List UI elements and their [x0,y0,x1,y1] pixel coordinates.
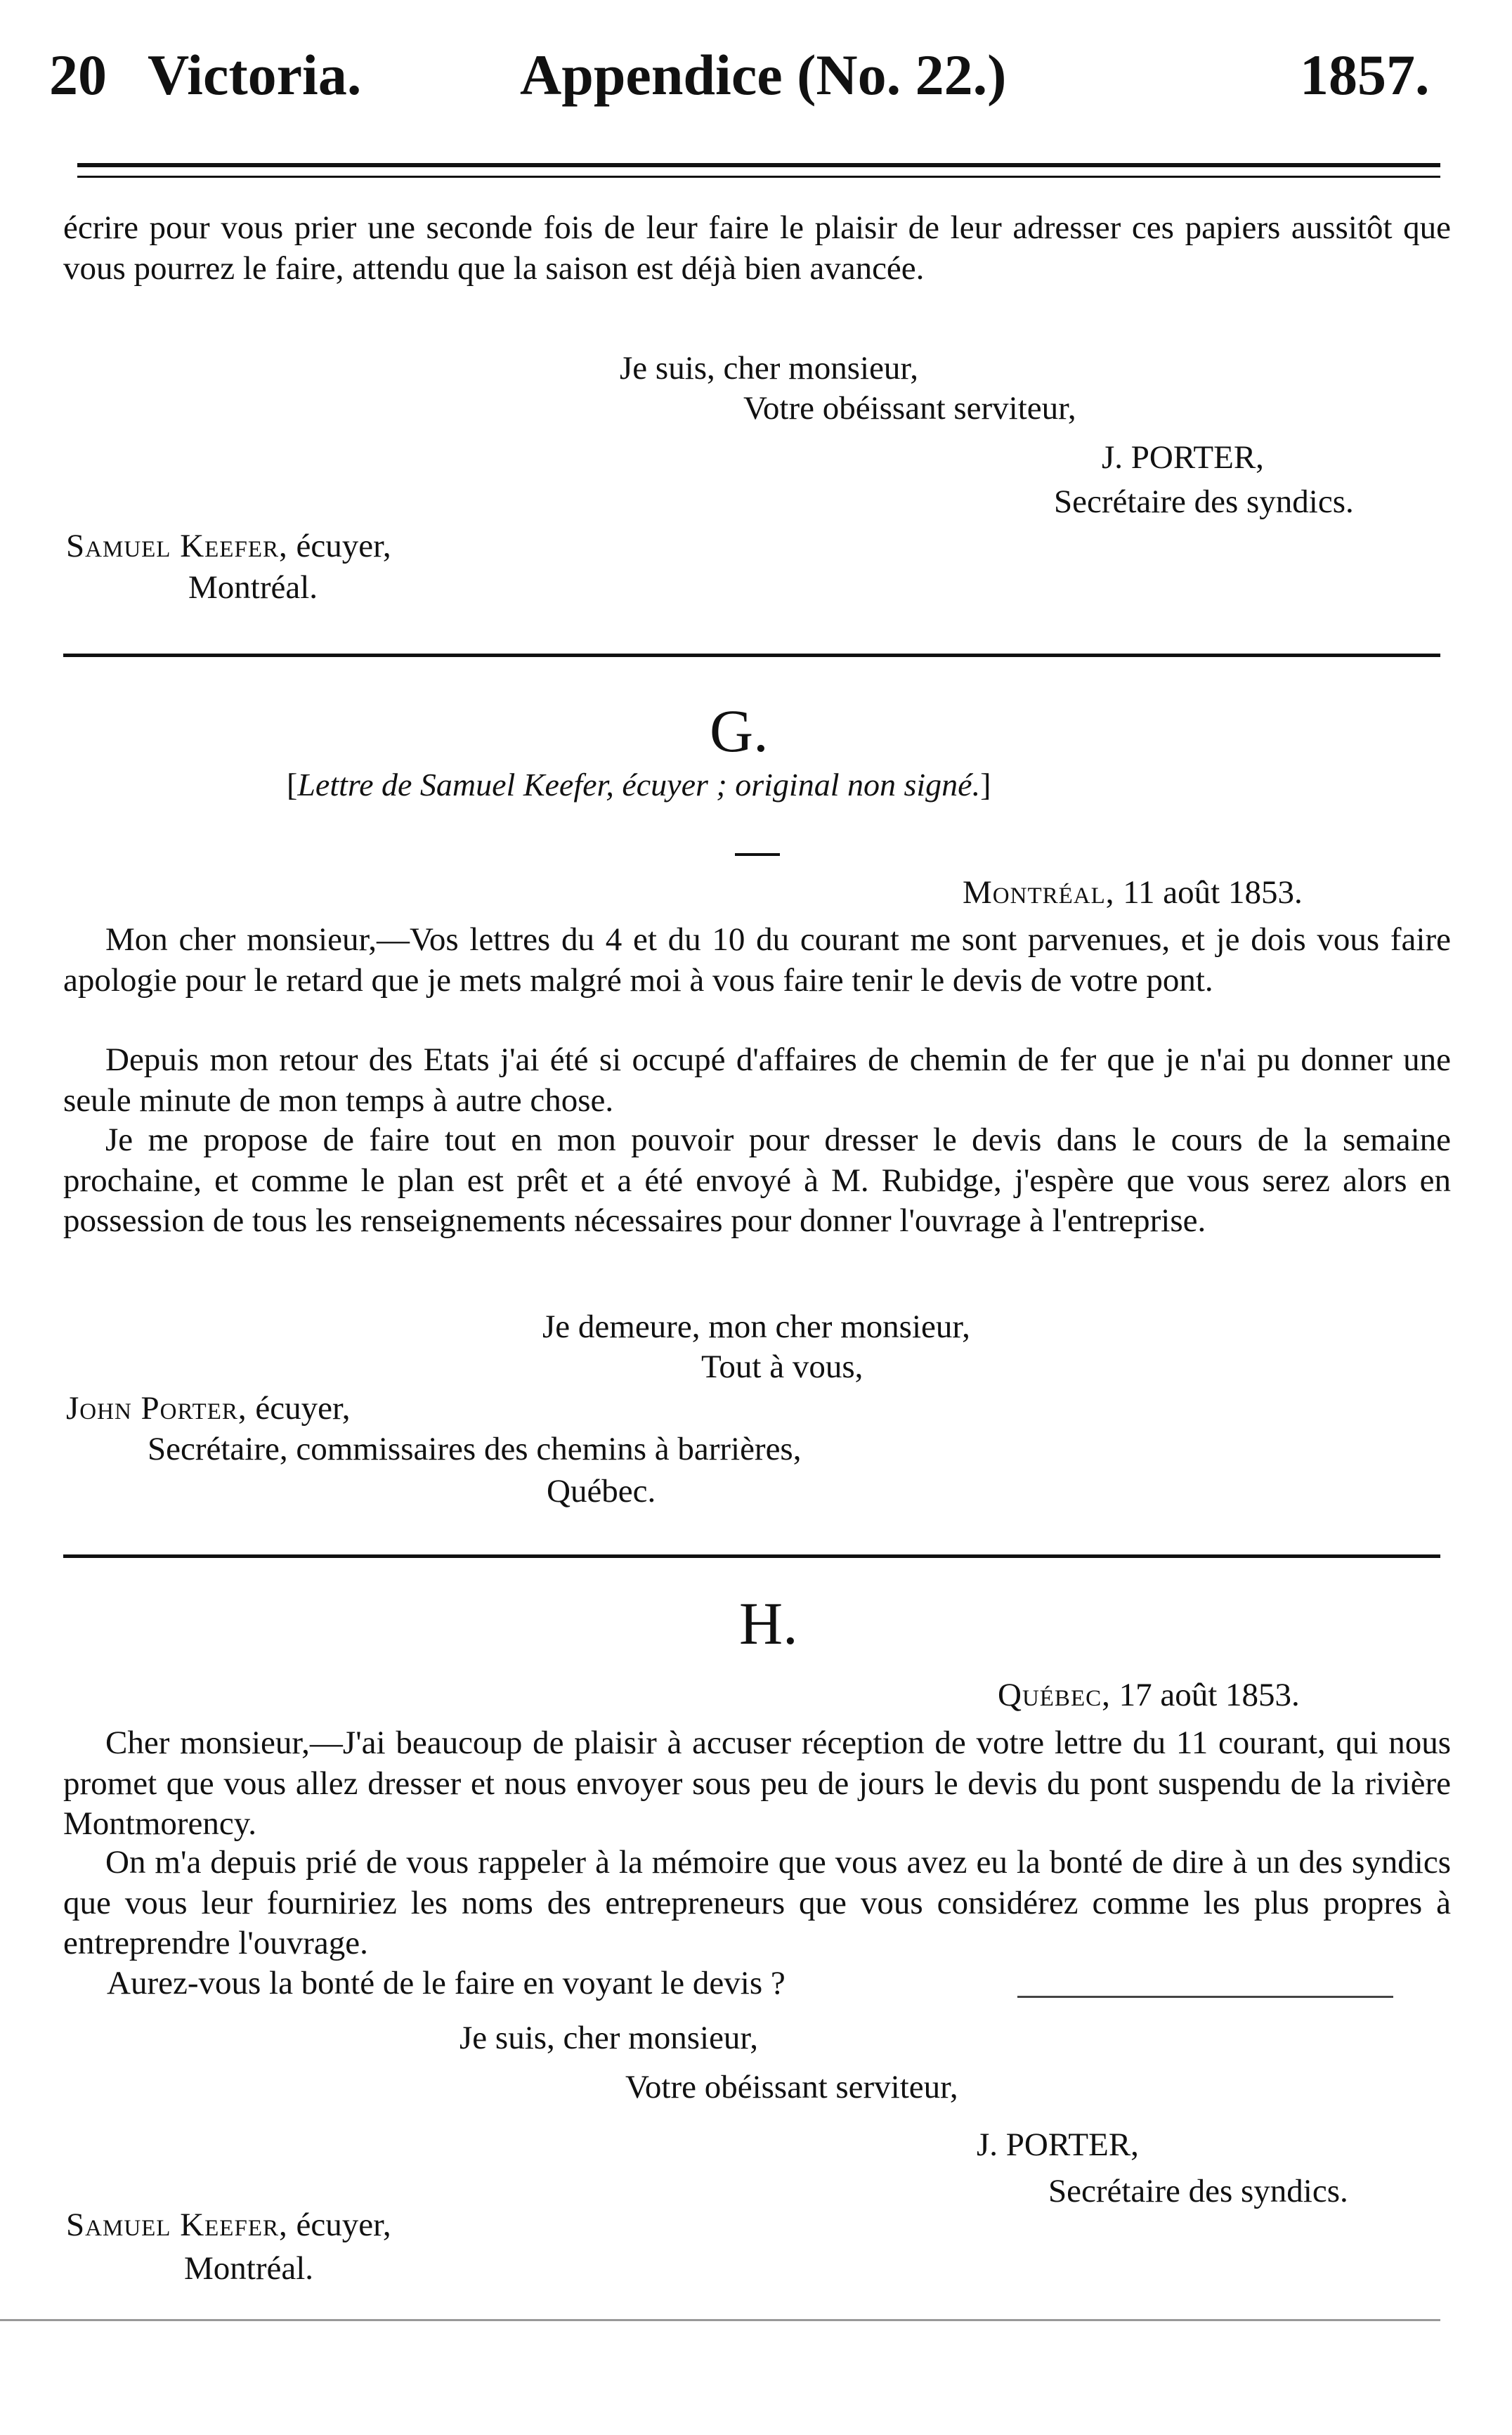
header-appendix: Appendice (No. 22.) [520,43,1007,107]
section-g-note [287,766,991,803]
section-h-question-rule [1017,1996,1393,1998]
header-victoria: Victoria. [148,43,362,107]
section-divider-g [63,654,1440,657]
section-g-paragraph-3: Je me propose de faire tout en mon pouvoir pour dresser le devis dans le cours de la semaine prochaine, et comme le plan est prêt et a été envoyé à M. Rubidge, j'espère que vous serez alors en possession de tous les renseignements nécessaires pour donner l'ouvrage à l'entreprise. [63,1122,1451,1239]
section-h-paragraph-2: On m'a depuis prié de vous rappeler à la mémoire que vous avez eu la bonté de dire à un des syndics que vous leur fourniriez les noms des entrepreneurs que vous considérez comme les plus propres à entreprendre l'ouvrage. [63,1844,1451,1961]
top-addressee-name: Samuel Keefer, [66,528,288,564]
section-h-signature-title: Secrétaire des syndics. [1048,2173,1348,2209]
section-h-closing-line1: Je suis, cher monsieur, [460,2020,758,2056]
section-g-short-rule [735,853,780,856]
top-closing-line1: Je suis, cher monsieur, [620,350,918,387]
section-g-note-close: ] [980,767,991,803]
section-h-addressee-name: Samuel Keefer, [66,2207,288,2243]
section-g-paragraph-2: Depuis mon retour des Etats j'ai été si occupé d'affaires de chemin de fer que je n'ai pu donner une seule minute de mon temps à autre chose. [63,1041,1451,1119]
section-h-addressee-city: Montréal. [184,2250,314,2287]
header-session-number: 20 [49,43,107,107]
section-h-paragraph-1: Cher monsieur,—J'ai beaucoup de plaisir à accuser réception de votre lettre du 11 courant, qui nous promet que vous allez dresser et nous envoyer sous peu de jours le devis du pont suspendu de la rivière Montmorency. [63,1725,1451,1842]
top-letter-body: écrire pour vous prier une seconde fois de leur faire le plaisir de leur adresser ces papiers aussitôt que vous pourrez le faire, attendu que la saison est déjà bien avancée. [63,209,1451,287]
section-g-paragraph-1: Mon cher monsieur,—Vos lettres du 4 et du 10 du courant me sont parvenues, et je dois vous faire apologie pour le retard que je mets malgré moi à vous faire tenir le devis de votre pont. [63,921,1451,999]
section-g-addressee-title: écuyer, [247,1390,351,1427]
section-h-closing-line2: Votre obéissant serviteur, [625,2069,958,2105]
bottom-bleed-rule [0,2319,1440,2321]
section-h-heading: H. [739,1590,798,1657]
top-addressee-title: écuyer, [287,528,391,564]
section-g-addressee-line1 [66,1389,350,1429]
section-g-date: 11 août 1853. [1114,874,1303,911]
section-g-heading: G. [710,697,769,765]
section-g-dateline [963,873,1303,913]
section-g-addressee-city: Québec. [547,1473,656,1509]
section-g-place: Montréal, [963,874,1115,911]
section-h-date: 17 août 1853. [1110,1677,1300,1713]
section-g-addressee-line2: Secrétaire, commissaires des chemins à barrières, [148,1431,802,1467]
header-rule-thin [77,176,1440,178]
section-h-signature-name: J. PORTER, [977,2126,1139,2163]
section-h-addressee-title: écuyer, [287,2207,391,2243]
section-h-paragraph-3: Aurez-vous la bonté de le faire en voyant le devis ? [107,1965,786,2001]
top-addressee-line1 [66,526,391,566]
top-closing-line2: Votre obéissant serviteur, [743,390,1076,427]
header-year: 1857. [1300,43,1430,107]
section-h-addressee-line1 [66,2205,391,2245]
section-g-note-open: [ [287,767,298,803]
header-rule-thick [77,163,1440,167]
section-h-place: Québec, [998,1677,1111,1713]
top-addressee-city: Montréal. [188,569,318,606]
section-divider-h [63,1554,1440,1558]
section-g-closing-line2: Tout à vous, [701,1349,863,1385]
section-g-closing-line1: Je demeure, mon cher monsieur, [542,1309,970,1345]
section-h-dateline [998,1675,1300,1715]
top-signature-name: J. PORTER, [1102,439,1264,476]
section-g-note-text: Lettre de Samuel Keefer, écuyer ; original non signé. [297,767,981,803]
top-signature-title: Secrétaire des syndics. [1054,483,1354,520]
section-g-addressee-name: John Porter, [66,1390,247,1427]
